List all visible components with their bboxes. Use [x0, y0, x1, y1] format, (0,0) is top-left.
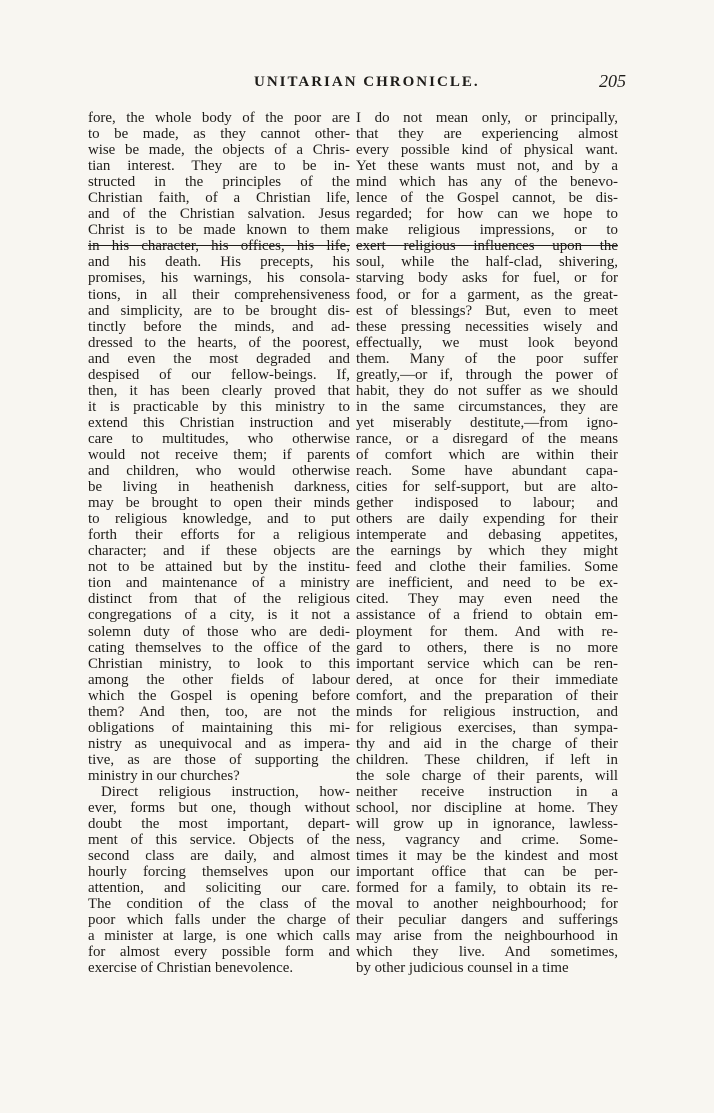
text-line: ever, forms but one, though without: [88, 800, 350, 817]
text-line: for almost every possible form and: [88, 944, 350, 961]
text-line: obligations of maintaining this mi-: [88, 719, 350, 736]
text-line: The condition of the class of the: [88, 896, 350, 913]
text-line: ment of this service. Objects of the: [88, 832, 350, 849]
text-line: effectually, we must look beyond: [356, 334, 618, 351]
text-line: rance, or a disregard of the means: [356, 430, 618, 447]
right-column: [356, 110, 618, 977]
text-line: ployment for them. And with re-: [356, 623, 618, 640]
text-line: to religious knowledge, and to put: [88, 511, 350, 528]
text-line: wise be made, the objects of a Chris-: [88, 142, 350, 159]
text-line: cities for self-support, but are alto-: [356, 479, 618, 496]
text-line: character; and if these objects are: [88, 543, 350, 560]
text-line: that they are experiencing almost: [356, 126, 618, 143]
text-line: exercise of Christian benevolence.: [88, 960, 294, 977]
text-line: forth their efforts for a religious: [88, 527, 350, 544]
text-line: despised of our fellow-beings. If,: [88, 366, 350, 383]
text-line: in the same circumstances, they are: [356, 398, 618, 415]
text-line: extend this Christian instruction and: [88, 414, 350, 431]
text-line: will grow up in ignorance, lawless-: [356, 816, 618, 833]
text-line: and even the most degraded and: [88, 350, 350, 367]
text-line: solemn duty of those who are dedi-: [88, 623, 350, 640]
text-line: important service which can be ren-: [356, 655, 618, 672]
text-line: a minister at large, is one which calls: [88, 928, 350, 945]
text-line: gard to others, there is no more: [356, 639, 618, 656]
text-line: them? And then, too, are not the: [88, 703, 350, 720]
text-line: I do not mean only, or principally,: [356, 110, 618, 126]
text-line: yet miserably destitute,—from igno-: [356, 414, 618, 431]
running-title: UNITARIAN CHRONICLE.: [254, 74, 480, 90]
text-line: nistry as unequivocal and as impera-: [88, 735, 350, 752]
text-line: it is practicable by this ministry to: [88, 398, 350, 415]
text-line: fore, the whole body of the poor are: [88, 110, 350, 126]
text-line: then, it has been clearly proved that: [88, 382, 350, 399]
text-line: care to multitudes, who otherwise: [88, 430, 350, 447]
text-line: not to be attained but by the institu-: [88, 559, 350, 576]
text-line: which they live. And sometimes,: [356, 944, 618, 961]
text-line: Christian faith, of a Christian life,: [88, 190, 350, 207]
left-column: [88, 110, 350, 977]
text-line: among the other fields of labour: [88, 671, 350, 688]
text-line: their peculiar dangers and sufferings: [356, 912, 618, 929]
text-line: by other judicious counsel in a time: [356, 960, 569, 977]
text-line: tian interest. They are to be in-: [88, 158, 350, 175]
text-line: second class are daily, and almost: [88, 848, 350, 865]
text-line: to be made, as they cannot other-: [88, 126, 350, 143]
text-line: ness, vagrancy and crime. Some-: [356, 832, 618, 849]
text-line: for religious exercises, than sympa-: [356, 719, 618, 736]
text-line: habit, they do not suffer as we should: [356, 382, 618, 399]
text-line: in his character, his offices, his life,: [88, 238, 350, 255]
text-line: are inefficient, and need to be ex-: [356, 575, 618, 592]
text-line: and of the Christian salvation. Jesus: [88, 206, 350, 223]
text-line: congregations of a city, is it not a: [88, 607, 350, 624]
text-line: dered, at once for their immediate: [356, 671, 618, 688]
text-line: them. Many of the poor suffer: [356, 350, 618, 367]
text-line: moval to another neighbourhood; for: [356, 896, 618, 913]
text-line: cating themselves to the office of the: [88, 639, 350, 656]
text-line: soul, while the half-clad, shivering,: [356, 254, 618, 271]
text-line: reach. Some have abundant capa-: [356, 463, 618, 480]
text-line: important office that can be per-: [356, 864, 618, 881]
text-line: doubt the most important, depart-: [88, 816, 350, 833]
text-line: hourly forcing themselves upon our: [88, 864, 350, 881]
text-line: Christ is to be made known to them: [88, 222, 350, 239]
text-line: formed for a family, to obtain its re-: [356, 880, 618, 897]
running-header: [86, 71, 626, 100]
text-line: attention, and soliciting our care.: [88, 880, 350, 897]
text-line: starving body asks for fuel, or for: [356, 270, 618, 287]
text-line: tinctly before the minds, and ad-: [88, 318, 350, 335]
text-line: school, nor discipline at home. They: [356, 800, 618, 817]
text-line: regarded; for how can we hope to: [356, 206, 618, 223]
text-line: cited. They may even need the: [356, 591, 618, 608]
text-line: make religious impressions, or to: [356, 222, 618, 239]
text-line: gether indisposed to labour; and: [356, 495, 618, 512]
text-line: the sole charge of their parents, will: [356, 767, 618, 784]
text-line: tion and maintenance of a ministry: [88, 575, 350, 592]
text-line: thy and aid in the charge of their: [356, 735, 618, 752]
text-line: tive, as are those of supporting the: [88, 751, 350, 768]
text-line: est of blessings? But, even to meet: [356, 302, 618, 319]
text-line: lence of the Gospel cannot, be dis-: [356, 190, 618, 207]
text-line: poor which falls under the charge of: [88, 912, 350, 929]
text-line: minds for religious instruction, and: [356, 703, 618, 720]
text-line: mind which has any of the benevo-: [356, 174, 618, 191]
text-line: tions, in all their comprehensiveness: [88, 286, 350, 303]
text-line: the earnings by which they might: [356, 543, 618, 560]
text-line: be living in heathenish darkness,: [88, 479, 350, 496]
text-line: comfort, and the preparation of their: [356, 687, 618, 704]
text-line: assistance of a friend to obtain em-: [356, 607, 618, 624]
page-number: 205: [599, 71, 626, 91]
text-line: Christian ministry, to look to this: [88, 655, 350, 672]
text-line: Direct religious instruction, how-: [101, 783, 350, 800]
text-line: which the Gospel is opening before: [88, 687, 350, 704]
text-line: would not receive them; if parents: [88, 446, 350, 463]
text-line: may arise from the neighbourhood in: [356, 928, 618, 945]
text-line: times it may be the kindest and most: [356, 848, 618, 865]
text-line: Yet these wants must not, and by a: [356, 158, 618, 175]
text-line: promises, his warnings, his consola-: [88, 270, 350, 287]
text-line: ministry in our churches?: [88, 767, 240, 784]
text-line: dressed to the hearts, of the poorest,: [88, 334, 350, 351]
text-line: exert religious influences upon the: [356, 238, 618, 255]
text-line: others are daily expending for their: [356, 511, 618, 528]
text-line: and his death. His precepts, his: [88, 254, 350, 271]
text-line: and simplicity, are to be brought dis-: [88, 302, 350, 319]
text-line: structed in the principles of the: [88, 174, 350, 191]
text-line: distinct from that of the religious: [88, 591, 350, 608]
text-line: greatly,—or if, through the power of: [356, 366, 618, 383]
text-line: food, or for a garment, as the great-: [356, 286, 618, 303]
text-line: intemperate and debasing appetites,: [356, 527, 618, 544]
text-line: every possible kind of physical want.: [356, 142, 618, 159]
text-line: feed and clothe their families. Some: [356, 559, 618, 576]
text-line: these pressing necessities wisely and: [356, 318, 618, 335]
text-line: and children, who would otherwise: [88, 463, 350, 480]
text-line: of comfort which are within their: [356, 446, 618, 463]
text-line: may be brought to open their minds: [88, 495, 350, 512]
text-line: neither receive instruction in a: [356, 783, 618, 800]
text-line: children. These children, if left in: [356, 751, 618, 768]
